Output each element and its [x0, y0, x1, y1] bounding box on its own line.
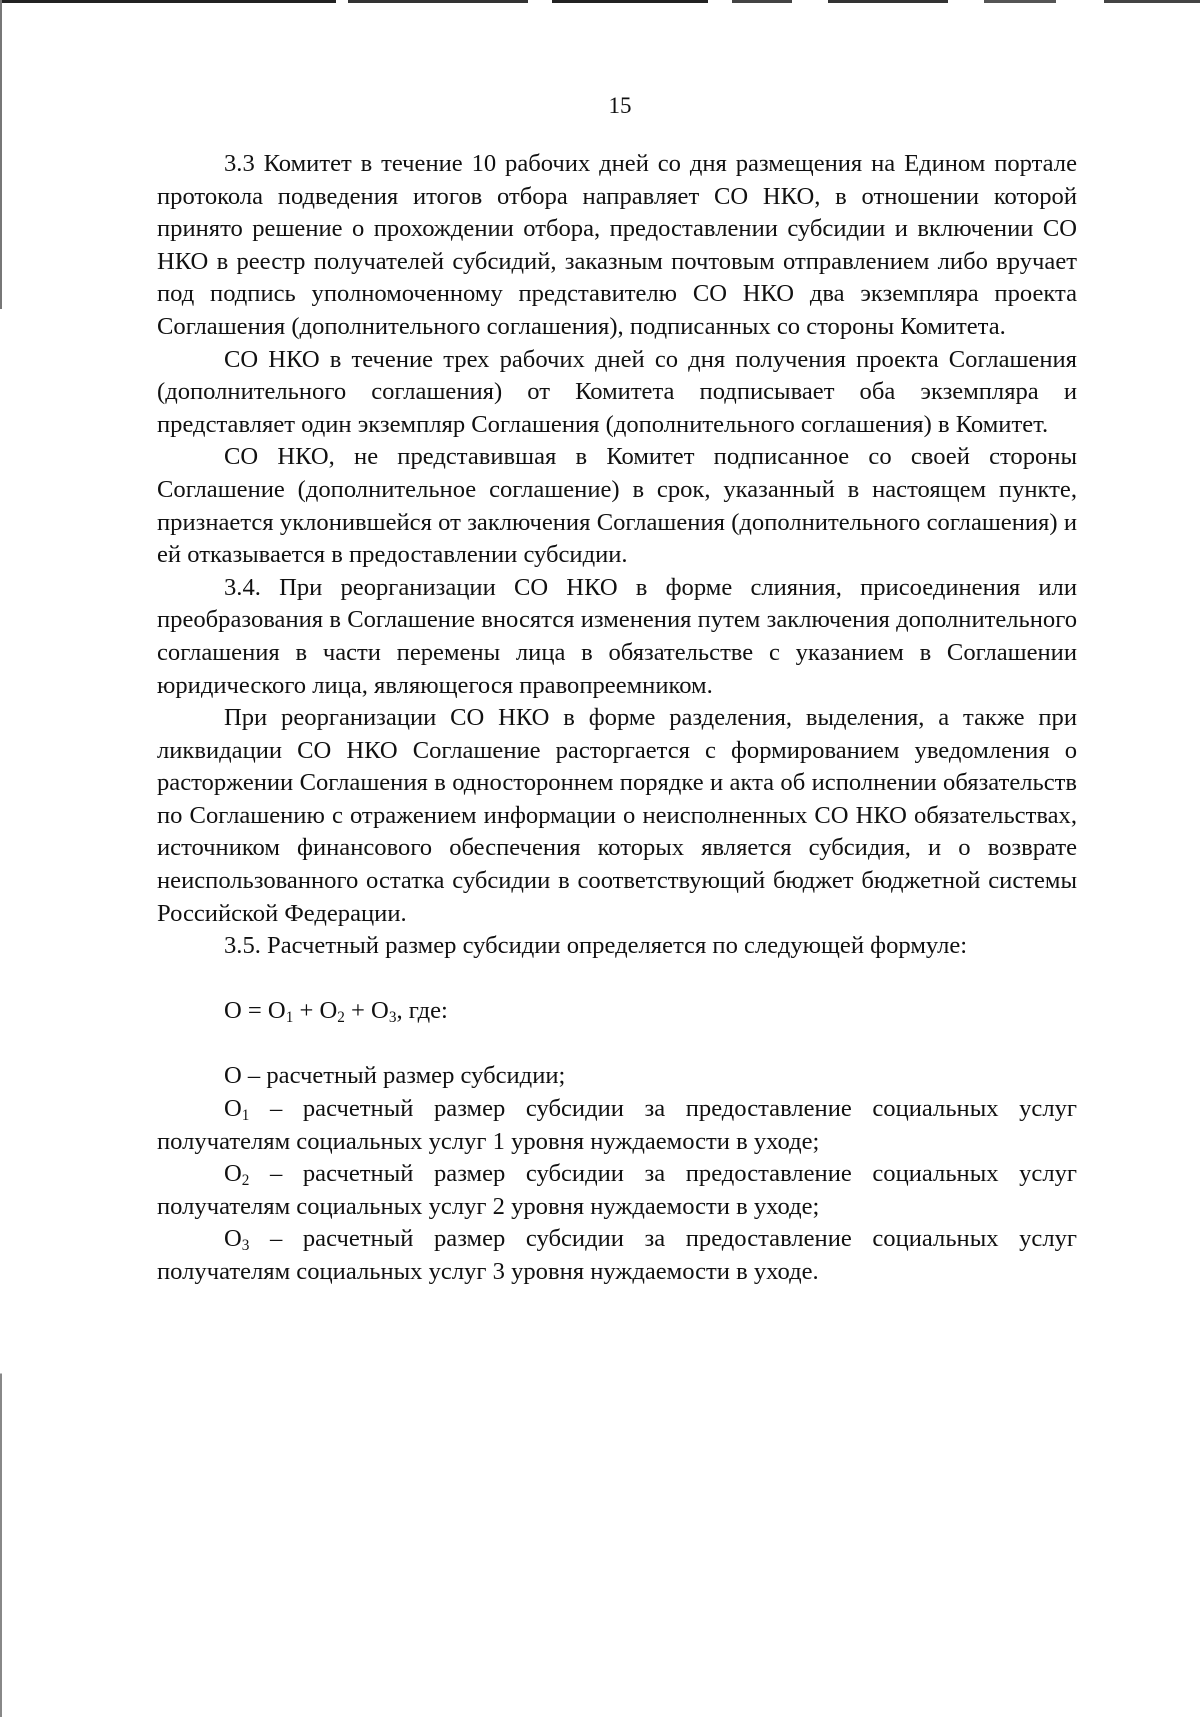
scan-top-edge	[0, 0, 1200, 3]
definition-o2: $О_2$ – расчетный размер субсидии за предоставление социальных услуг получателям социальных услуг 2 уровня нуждаемости в уходе;	[157, 1160, 1077, 1220]
paragraph-3-3-signing: СО НКО в течение трех рабочих дней со дня получения проекта Соглашения (дополнительного соглашения) от Комитета подписывает оба экземпляра и представляет один экземпляр Соглашения (дополнительного соглашения) в Комитет.	[157, 345, 1077, 438]
paragraph-3-4-liquidation: При реорганизации СО НКО в форме разделения, выделения, а также при ликвидации СО НКО Соглашение расторгается с формированием уведомления о расторжении Соглашения в одностороннем порядке и акта об исполнении обязательств по Соглашению с отражением информации о неисполненных СО НКО обязательствах, источником финансового обеспечения которых является субсидия, и о возврате неиспользованного остатка субсидии в соответствующий бюджет бюджетной системы Российской Федерации.	[157, 704, 1077, 927]
paragraph-3-4: 3.4. При реорганизации СО НКО в форме слияния, присоединения или преобразования в Соглашение вносятся изменения путем заключения дополнительного соглашения в части перемены лица в обязательстве с указанием в Соглашении юридического лица, являющегося правопреемником.	[157, 573, 1077, 699]
definition-o1: $О_1$ – расчетный размер субсидии за предоставление социальных услуг получателям социальных услуг 1 уровня нуждаемости в уходе;	[157, 1095, 1077, 1155]
subsidy-formula: $О = О_1 + О_2 + О_3$, где:	[224, 996, 448, 1026]
definition-o3: $О_3$ – расчетный размер субсидии за предоставление социальных услуг получателям социальных услуг 3 уровня нуждаемости в уходе.	[157, 1225, 1077, 1285]
paragraph-3-3: 3.3 Комитет в течение 10 рабочих дней со дня размещения на Едином портале протокола подведения итогов отбора направляет СО НКО, в отношении которой принято решение о прохождении отбора, предоставлении субсидии и включении СО НКО в реестр получателей субсидий, заказным почтовым отправлением либо вручает под подпись уполномоченному представителю СО НКО два экземпляра проекта Соглашения (дополнительного соглашения), подписанных со стороны Комитета.	[157, 150, 1077, 340]
paragraph-3-5: 3.5. Расчетный размер субсидии определяется по следующей формуле:	[224, 932, 968, 960]
scan-left-edge	[0, 0, 2, 1717]
paragraph-3-3-evasion: СО НКО, не представившая в Комитет подписанное со своей стороны Соглашение (дополнительное соглашение) в срок, указанный в настоящем пункте, признается уклонившейся от заключения Соглашения (дополнительного соглашения) и ей отказывается в предоставлении субсидии.	[157, 443, 1077, 569]
page-number: 15	[608, 93, 632, 118]
definition-o: О – расчетный размер субсидии;	[224, 1062, 566, 1090]
document-body	[157, 148, 1077, 1289]
